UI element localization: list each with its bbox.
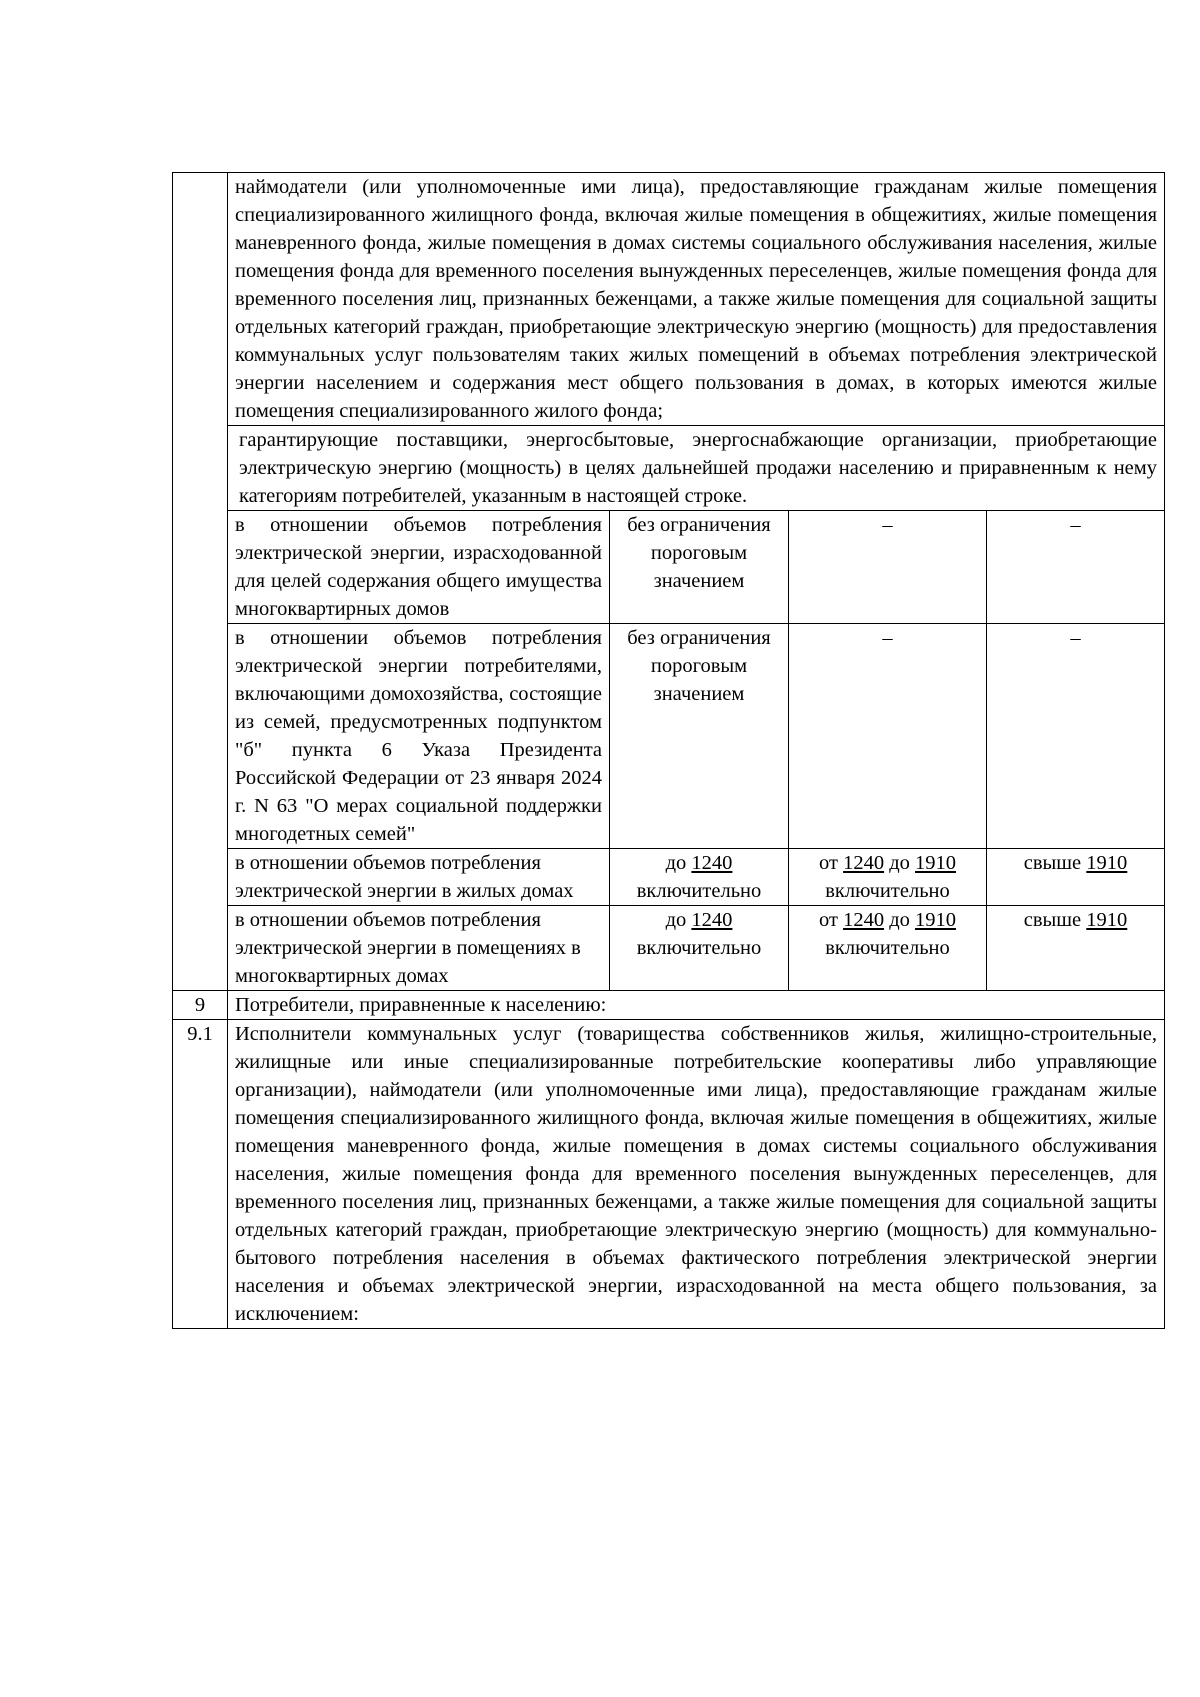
threshold-value-link[interactable]: 1240	[691, 909, 733, 931]
row-number-cell	[173, 173, 228, 991]
table-row	[173, 906, 1165, 991]
threshold-range-1: без ограничения пороговым значением	[610, 624, 789, 849]
subrow-description: в отношении объемов потребления электрической энергии, израсходованной для целей содержания общего имущества многоквартирных домов	[228, 511, 610, 624]
threshold-range-3: свыше 1910	[987, 906, 1165, 991]
threshold-range-3: –	[987, 624, 1165, 849]
threshold-value-link[interactable]: 1910	[1086, 852, 1128, 874]
table-row	[173, 1020, 1165, 1329]
threshold-value-link[interactable]: 1240	[843, 852, 885, 874]
threshold-value-link[interactable]: 1240	[691, 852, 733, 874]
subrow-description: в отношении объемов потребления электрической энергии в помещениях в многоквартирных домах	[228, 906, 610, 991]
section-heading-cell: Потребители, приравненные к населению:	[228, 991, 1165, 1020]
threshold-range-3: свыше 1910	[987, 849, 1165, 906]
subrow-description: в отношении объемов потребления электрической энергии потребителями, включающими домохозяйства, состоящие из семей, предусмотренных подпунктом "б" пункта 6 Указа Президента Российской Федерации от 23 января 2024 г. N 63 "О мерах социальной поддержки многодетных семей"	[228, 624, 610, 849]
row-number-cell: 9.1	[173, 1020, 228, 1329]
table-row	[173, 173, 1165, 426]
utility-providers-text-cell: Исполнители коммунальных услуг (товарищества собственников жилья, жилищно-строительные, жилищные или иные специализированные потребительские кооперативы либо управляющие организации), наймодатели (или уполномоченные ими лица), предоставляющие гражданам жилые помещения специализированного жилищного фонда, включая жилые помещения в общежитиях, жилые помещения маневренного фонда, жилые помещения в домах системы социального обслуживания населения, жилые помещения фонда для временного поселения вынужденных переселенцев, для временного поселения лиц, признанных беженцами, а также жилые помещения для социальной защиты отдельных категорий граждан, приобретающие электрическую энергию (мощность) для коммунально-бытового потребления населения в объемах фактического потребления электрической энергии населения и объемах электрической энергии, израсходованной на места общего пользования, за исключением:	[228, 1020, 1165, 1329]
threshold-value-link[interactable]: 1910	[915, 909, 956, 931]
threshold-value-link[interactable]: 1910	[1086, 909, 1128, 931]
table-row	[173, 991, 1165, 1020]
threshold-range-2: –	[789, 624, 987, 849]
regulation-table	[172, 172, 1165, 1329]
table-row	[173, 624, 1165, 849]
threshold-range-1: до 1240 включительно	[610, 849, 789, 906]
threshold-range-1: без ограничения пороговым значением	[610, 511, 789, 624]
threshold-range-2: от 1240 до 1910 включительно	[789, 906, 987, 991]
threshold-range-1: до 1240 включительно	[610, 906, 789, 991]
threshold-range-2: от 1240 до 1910 включительно	[789, 849, 987, 906]
threshold-range-2: –	[789, 511, 987, 624]
suppliers-text-cell: гарантирующие поставщики, энергосбытовые, энергоснабжающие организации, приобретающие электрическую энергию (мощность) в целях дальнейшей продажи населению и приравненным к нему категориям потребителей, указанным в настоящей строке.	[228, 426, 1165, 511]
table-row	[173, 426, 1165, 511]
threshold-value-link[interactable]: 1910	[915, 852, 956, 874]
subrow-description: в отношении объемов потребления электрической энергии в жилых домах	[228, 849, 610, 906]
table-row	[173, 511, 1165, 624]
threshold-range-3: –	[987, 511, 1165, 624]
landlords-text-cell: наймодатели (или уполномоченные ими лица), предоставляющие гражданам жилые помещения специализированного жилищного фонда, включая жилые помещения в общежитиях, жилые помещения маневренного фонда, жилые помещения в домах системы социального обслуживания населения, жилые помещения фонда для временного поселения вынужденных переселенцев, жилые помещения фонда для временного поселения лиц, признанных беженцами, а также жилые помещения для социальной защиты отдельных категорий граждан, приобретающие электрическую энергию (мощность) для предоставления коммунальных услуг пользователям таких жилых помещений в объемах потребления электрической энергии населением и содержания мест общего пользования в домах, в которых имеются жилые помещения специализированного жилого фонда;	[228, 173, 1165, 426]
row-number-cell: 9	[173, 991, 228, 1020]
table-row	[173, 849, 1165, 906]
threshold-value-link[interactable]: 1240	[843, 909, 885, 931]
